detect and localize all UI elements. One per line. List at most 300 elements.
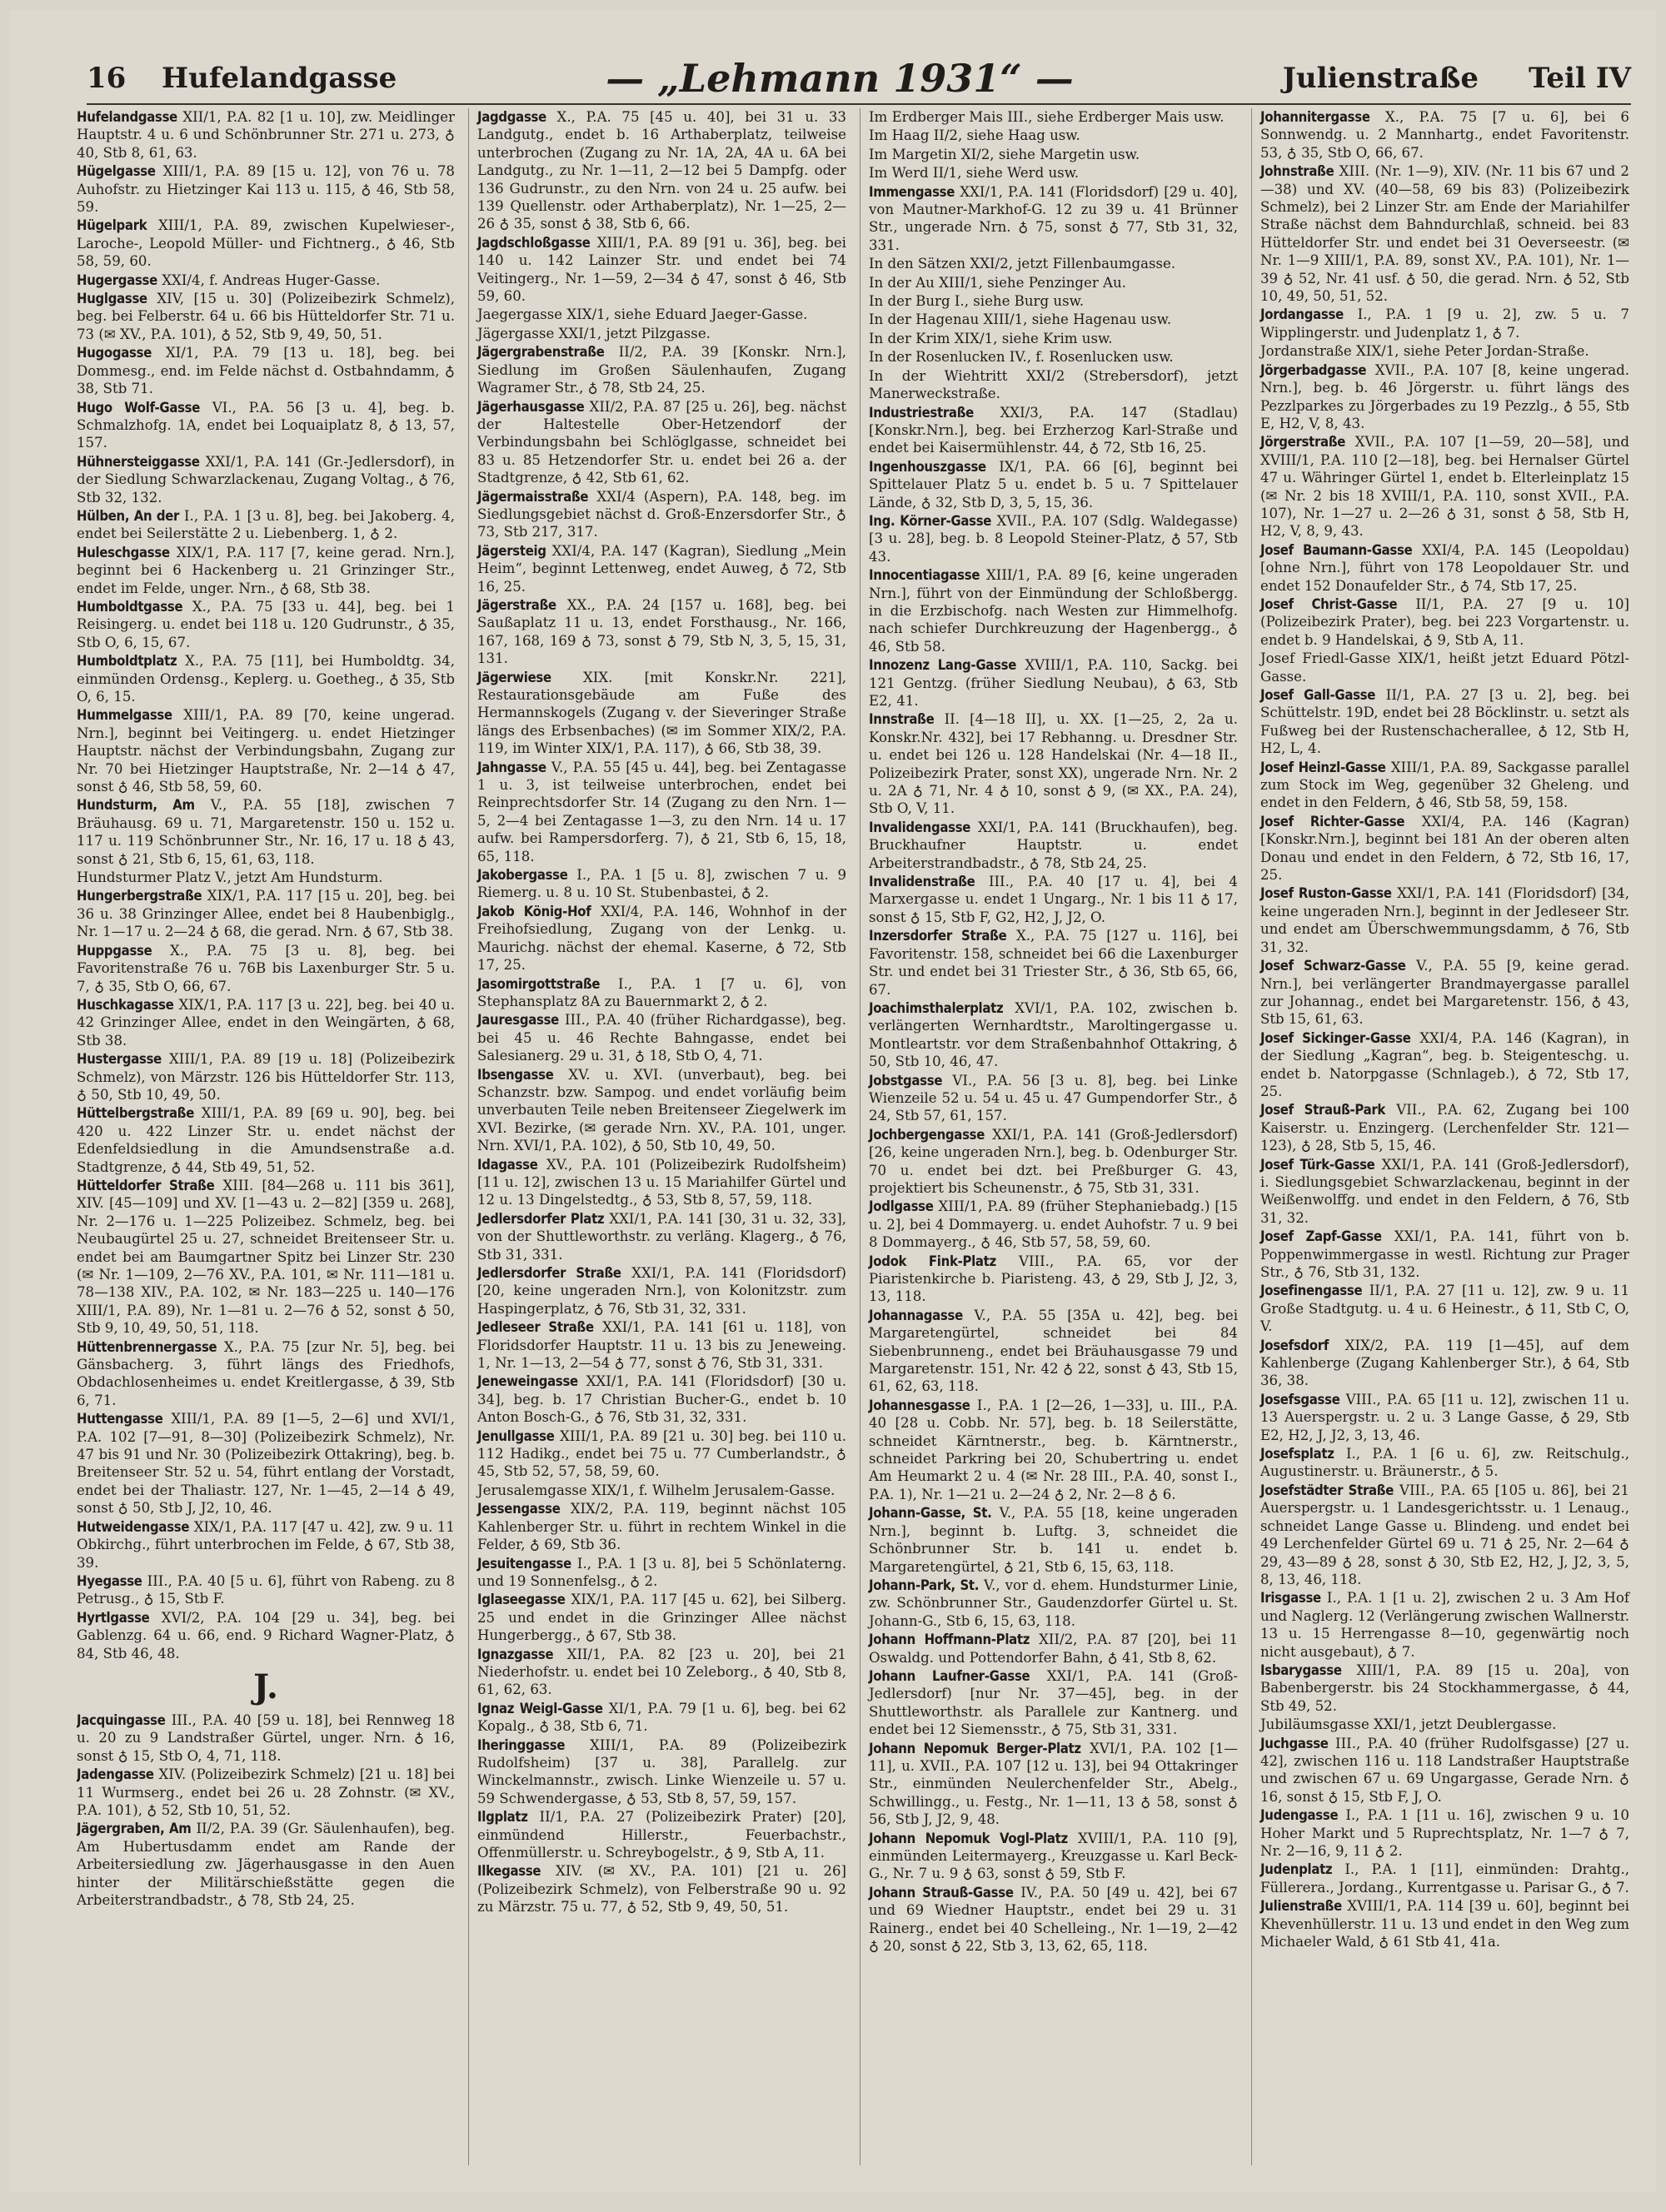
street-name: Invalidengasse: [869, 819, 971, 835]
street-entry: [77, 1104, 455, 1176]
street-details: XV. u. XVI. (unverbaut), beg. bei Schanzstr. bzw. Sampog. und endet vorläufig beim unverbauten Teile neben Breitenseer Ziegelwerk im XVI. Bezirke, (✉ gerade Nrn. XV., P.A. 101, unger. Nrn. XVI/1, P.A. 102), ♁ 50, Stb 10, 49, 50.: [477, 1066, 846, 1154]
street-details: X., P.A. 75 [11], bei Humboldtg. 34, einmünden Ordensg., Keplerg. u. Goetheg., ♁ 35, Stb O, 6, 15.: [77, 653, 455, 705]
street-name: Jedlersdorfer Platz: [477, 1210, 605, 1227]
street-name: Isbarygasse: [1260, 1661, 1342, 1678]
street-details: V., P.A. 55 [18, keine ungeraden Nrn.], beginnt b. Luftg. 3, schneidet die Schönbrunner Str. b. 141 u. endet b. Margaretengürtel, ♁ 21, Stb 6, 15, 63, 118.: [869, 1505, 1238, 1575]
street-name: Hütteldorfer Straße: [77, 1177, 215, 1193]
street-name: Jesuitengasse: [477, 1555, 571, 1572]
street-entry: [477, 1156, 846, 1209]
street-entry: [77, 544, 455, 597]
street-entry: [1260, 1391, 1629, 1444]
street-entry: [869, 512, 1238, 565]
street-entry: [1260, 759, 1629, 812]
street-details: XII/1, P.A. 82 [1 u. 10], zw. Meidlinger Hauptstr. 4 u. 6 und Schönbrunner Str. 271 u. 273, ♁ 40, Stb 8, 61, 63.: [77, 109, 455, 161]
street-details: VI., P.A. 56 [3 u. 8], beg. bei Linke Wienzeile 52 u. 54 u. 45 u. 47 Gumpendorfer Str., ♁ 24, Stb 57, 61, 157.: [869, 1072, 1238, 1124]
street-name: Jodok Fink-Platz: [869, 1253, 996, 1269]
street-entry: [77, 272, 455, 289]
street-name: Irisgasse: [1260, 1590, 1321, 1607]
street-name: Jagdgasse: [477, 109, 546, 125]
street-entry: [869, 1740, 1238, 1829]
street-name: Johann-Park, St.: [869, 1577, 980, 1593]
street-details: XXI/1, P.A. 141, führt von b. Poppenwimmergasse in westl. Richtung zur Prager Str., ♁ 76, Stb 31, 132.: [1260, 1228, 1629, 1280]
street-details: III., P.A. 40 (früher Rudolfsgasse) [27 u. 42], zwischen 116 u. 118 Landstraßer Hauptstraße und zwischen 67 u. 69 Ungargasse, Gerade Nrn. ♁ 16, sonst ♁ 15, Stb F, J, O.: [1260, 1735, 1629, 1805]
street-entry: [1260, 1806, 1629, 1860]
street-entry: [869, 146, 1238, 163]
header-title: — „Lehmann 1931“ —: [606, 56, 1074, 101]
street-entry: [77, 1177, 455, 1338]
street-name: Hühnersteiggasse: [77, 453, 200, 470]
street-name: Josef Ruston-Gasse: [1260, 885, 1392, 902]
street-details: XIII/1, P.A. 89 [15 u. 20a], von Babenbergerstr. bis 24 Stockhammergasse, ♁ 44, Stb 49, 52.: [1260, 1661, 1629, 1714]
street-entry: [869, 274, 1238, 291]
street-details: II/2, P.A. 39 (Gr. Säulenhaufen), beg. Am Hubertusdamm endet am Rande der Arbeitersiedlung zw. Jägerhausgasse in den Auen hinter der Militärschießstätte gegen die Arbeiterstrandbadstr., ♁ 78, Stb 24, 25.: [77, 1821, 455, 1908]
street-entry: [1260, 1101, 1629, 1154]
street-details: Jordanstraße XIX/1, siehe Peter Jordan-Straße.: [1260, 343, 1589, 360]
street-entry: [1260, 1029, 1629, 1101]
street-name: Jakob König-Hof: [477, 903, 591, 919]
street-entry: [77, 108, 455, 162]
street-details: Im Haag II/2, siehe Haag usw.: [869, 127, 1080, 144]
street-entry: [1260, 162, 1629, 305]
street-name: Jeneweingasse: [477, 1373, 578, 1390]
street-entry: [77, 344, 455, 397]
street-details: XIII/1, P.A. 89, zwischen Kupelwieser-, Laroche-, Leopold Müller- und Fichtnerg., ♁ 46, Stb 58, 59, 60.: [77, 217, 455, 270]
street-name: Jörgerstraße: [1260, 434, 1346, 451]
street-name: Huttengasse: [77, 1411, 163, 1427]
street-entry: [1260, 1228, 1629, 1281]
street-details: In der Rosenlucken IV., f. Rosenlucken usw.: [869, 349, 1174, 366]
street-entry: [1260, 957, 1629, 1029]
street-name: Jedlersdorfer Straße: [477, 1265, 621, 1281]
street-name: Johann Hoffmann-Platz: [869, 1632, 1030, 1648]
street-details: XXI/3, P.A. 147 (Stadlau) [Konskr.Nrn.], beg. bei Erzherzog Karl-Straße und endet bei Kaisermühlenstr. 44, ♁ 72, Stb 16, 25.: [869, 404, 1238, 456]
header-part: Teil IV: [1529, 62, 1631, 95]
street-name: Jahngasse: [477, 759, 546, 775]
street-entry: [869, 164, 1238, 182]
street-name: Humboldtplatz: [77, 653, 177, 670]
street-entry: [477, 1646, 846, 1699]
street-entry: [869, 1253, 1238, 1306]
street-name: Ignazgasse: [477, 1646, 554, 1662]
street-name: Iglaseegasse: [477, 1592, 566, 1608]
street-details: VIII., P.A. 65 [11 u. 12], zwischen 11 u. 13 Auerspergstr. u. 2 u. 3 Lange Gasse, ♁ 29, Stb E2, H2, J, J2, 3, 13, 46.: [1260, 1391, 1629, 1443]
street-name: Judenplatz: [1260, 1861, 1333, 1878]
street-details: V., P.A. 55 [45 u. 44], beg. bei Zentagasse 1 u. 3, ist teilweise unterbrochen, endet bei Reinprechtsdorfer Str. 14 (Zugang zu den Nrn. 1—5, 2—4 bei Zentagasse 1—3, zu den Nrn. 14 u. 17 aufw. bei Rampersdorferg. 7), ♁ 21, Stb 6, 15, 18, 65, 118.: [477, 759, 846, 864]
street-entry: [77, 996, 455, 1049]
street-details: VIII., P.A. 65 [105 u. 86], bei 21 Auerspergstr. u. 1 Landesgerichtsstr. u. 1 Lenaug., schneidet Lange Gasse u. Blindeng. und endet bei 49 Lerchenfelder Gürtel 69 u. 71 ♁ 25, Nr. 2—64 ♁ 29, 43—89 ♁ 28, sonst ♁ 30, Stb E2, H2, J, J2, 3, 5, 8, 13, 46, 118.: [1260, 1482, 1629, 1587]
street-details: XVIII/1, P.A. 110 [9], einmünden Leitermayerg., Kreuzgasse u. Karl Beck-G., Nr. 7 u. 9 ♁ 63, sonst ♁ 59, Stb F.: [869, 1830, 1238, 1882]
street-details: V., P.A. 55 [9, keine gerad. Nrn.], bei verlängerter Brandmayergasse parallel zur Johannag., endet bei Margaretenstr. 156, ♁ 43, Stb 15, 61, 63.: [1260, 958, 1629, 1028]
street-details: III., P.A. 40 [5 u. 6], führt von Rabeng. zu 8 Petrusg., ♁ 15, Stb F.: [77, 1572, 455, 1607]
street-name: Hufelandgasse: [77, 109, 178, 125]
street-entry: [869, 292, 1238, 310]
street-entry: [477, 1700, 846, 1736]
street-entry: [77, 1338, 455, 1410]
street-entry: [77, 1050, 455, 1104]
street-details: I., P.A. 1 [9 u. 2], zw. 5 u. 7 Wipplingerstr. und Judenplatz 1, ♁ 7.: [1260, 306, 1629, 341]
street-details: I., P.A. 1 [1 u. 2], zwischen 2 u. 3 Am Hof und Naglerg. 12 (Verlängerung zwischen Wallnerstr. 13 u. 15 Herrengasse 8—10, gegenwärtig noch nicht ausgebaut), ♁ 7.: [1260, 1590, 1629, 1660]
street-details: I., P.A. 1 [11 u. 16], zwischen 9 u. 10 Hoher Markt und 5 Ruprechtsplatz, Nr. 1—7 ♁ 7, Nr. 2—16, 9, 11 ♁ 2.: [1260, 1807, 1629, 1859]
street-entry: [477, 669, 846, 758]
street-entry: [477, 1555, 846, 1591]
street-details: Jubiläumsgasse XXI/1, jetzt Deublergasse.: [1260, 1716, 1557, 1733]
street-details: XXI/4, P.A. 146, Wohnhof in der Freihofsiedlung, Zugang von der Lenkg. u. Maurichg. nächst der ehemal. Kaserne, ♁ 72, Stb 17, 25.: [477, 903, 847, 974]
street-name: Johannesgasse: [869, 1397, 970, 1413]
street-details: XII/1, P.A. 82 [23 u. 20], bei 21 Niederhofstr. u. endet bei 10 Zeleborg., ♁ 40, Stb 8, 61, 62, 63.: [477, 1646, 846, 1698]
street-details: XV., P.A. 101 (Polizeibezirk Rudolfsheim) [11 u. 12], zwischen 13 u. 15 Mariahilfer Gürtel und 12 u. 13 Dingelstedtg., ♁ 53, Stb 8, 57, 59, 118.: [477, 1156, 846, 1208]
street-details: X., P.A. 75 [zur Nr. 5], beg. bei Gänsbacherg. 3, führt längs des Friedhofs, Obdachlosenheimes u. endet Kreitlergasse, ♁ 39, Stb 6, 71.: [77, 1338, 455, 1408]
street-name: Jägerstraße: [477, 596, 556, 613]
street-details: V., P.A. 55 [35A u. 42], beg. bei Margaretengürtel, schneidet bei 84 Siebenbrunneng., endet bei Bräuhausgasse 79 und Margaretenstr. 151, Nr. 42 ♁ 22, sonst ♁ 43, Stb 15, 61, 62, 63, 118.: [869, 1307, 1238, 1395]
text-columns: [77, 108, 1638, 2165]
street-entry: [1260, 1735, 1629, 1806]
street-entry: [869, 566, 1238, 655]
street-entry: [77, 1410, 455, 1517]
street-details: XXI/1, P.A. 141 (Floridsdorf) [29 u. 40], von Mautner-Markhof-G. 12 zu 39 u. 41 Brünner Str., ungerade Nrn. ♁ 75, sonst ♁ 77, Stb 31, 32, 331.: [869, 183, 1238, 253]
street-details: III., P.A. 40 [59 u. 18], bei Rennweg 18 u. 20 zu 9 Landstraßer Gürtel, unger. Nrn. ♁ 16, sonst ♁ 15, Stb O, 4, 71, 118.: [77, 1711, 455, 1764]
street-details: XIX/1, P.A. 117 [47 u. 42], zw. 9 u. 11 Obkirchg., führt unterbrochen im Felde, ♁ 67, Stb 38, 39.: [77, 1518, 455, 1571]
street-details: V., vor d. ehem. Hundsturmer Linie, zw. Schönbrunner Str., Gaudenzdorfer Gürtel u. St. Johann-G., Stb 6, 15, 63, 118.: [869, 1577, 1239, 1629]
header-first-entry: Hufelandgasse: [162, 62, 397, 95]
street-name: Jörgerbadgasse: [1260, 361, 1367, 378]
street-entry: [477, 975, 846, 1011]
street-details: XVIII/1, P.A. 110, Sackg. bei 121 Gentzg. (früher Siedlung Neubau), ♁ 63, Stb E2, 41.: [869, 657, 1239, 709]
street-entry: [1260, 541, 1629, 595]
street-name: Innstraße: [869, 711, 935, 728]
street-details: XIX. [mit Konskr.Nr. 221], Restaurationsgebäude am Fuße des Hermannskogels (Zugang v. der Sieveringer Straße längs des Erbsenbaches) (✉ im Sommer XIX/2, P.A. 119, im Winter XIX/1, P.A. 117), ♁ 66, Stb 38, 39.: [477, 669, 846, 757]
street-details: II. [4—18 II], u. XX. [1—25, 2, 2a u. Konskr.Nr. 432], bei 17 Rebhanng. u. Dresdner Str. u. endet bei 126 u. 128 Handelskai (Nr. 4—18 II., Polizeibezirk Prater, sonst XX), ungerade Nrn. Nr. 2 u. 2A ♁ 71, Nr. 4 ♁ 10, sonst ♁ 9, (✉ XX., P.A. 24), Stb O, V, 11.: [869, 711, 1238, 817]
street-entry: [77, 507, 455, 543]
street-details: IV., P.A. 50 [49 u. 42], bei 67 und 69 Wiedner Hauptstr., endet bei 29 u. 31 Rainerg., endet bei 40 Schelleing., Nr. 1—19, 2—42 ♁ 20, sonst ♁ 22, Stb 3, 13, 62, 65, 118.: [869, 1884, 1238, 1955]
street-details: XIV. (✉ XV., P.A. 101) [21 u. 26] (Polizeibezirk Schmelz), von Felberstraße 90 u. 92 zu Märzstr. 75 u. 77, ♁ 52, Stb 9, 49, 50, 51.: [477, 1863, 846, 1916]
street-details: I., P.A. 1 [3 u. 8], beg. bei Jakoberg. 4, endet bei Seilerstätte 2 u. Liebenberg. 1, ♁ 2.: [77, 507, 456, 542]
street-entry: [77, 453, 455, 506]
directory-page: [10, 10, 1656, 2192]
street-details: XVII., P.A. 107 (Sdlg. Waldegasse) [3 u. 28], beg. b. 8 Leopold Steiner-Platz, ♁ 57, Stb 43.: [869, 512, 1238, 565]
street-entry: [869, 1126, 1238, 1198]
street-name: Josef Schwarz-Gasse: [1260, 958, 1406, 974]
street-details: XIII/1, P.A. 89 [6, keine ungeraden Nrn.], führt von der Einmündung der Schloßbergg. in die Erzbischofg. nach Westen zur Himmelhofg. nach schiefer Durchkreuzung der Hagenbergg., ♁ 46, Stb 58.: [869, 567, 1238, 655]
street-details: XVI/1, P.A. 102, zwischen b. verlängerten Wernhardtstr., Maroltingergasse u. Montleartstr. vor dem Straßenbahnhof Ottakring, ♁ 50, Stb 10, 46, 47.: [869, 999, 1238, 1070]
street-entry: [77, 598, 455, 651]
street-entry: [869, 819, 1238, 872]
street-entry: [869, 656, 1238, 710]
street-details: Im Werd II/1, siehe Werd usw.: [869, 165, 1080, 182]
street-entry: [477, 108, 846, 233]
street-entry: [477, 759, 846, 865]
street-entry: [1260, 1482, 1629, 1588]
street-name: Jauresgasse: [477, 1012, 559, 1029]
street-details: XVI/1, P.A. 102 [1—11], u. XVII., P.A. 107 [12 u. 13], bei 94 Ottakringer Str., einmünden Neulerchenfelder Str., Abelg., Schwillingg., u. Festg., Nr. 1—11, 13 ♁ 58, sonst ♁ 56, Stb J, J2, 9, 48.: [869, 1740, 1238, 1828]
street-name: Johann Laufner-Gasse: [869, 1667, 1030, 1684]
street-details: Jaegergasse XIX/1, siehe Eduard Jaeger-Gasse.: [477, 306, 808, 323]
street-entry: [869, 873, 1238, 926]
street-details: II/1, P.A. 27 [3 u. 2], beg. bei Schüttelstr. 19D, endet bei 28 Böcklinstr. u. setzt als Fußweg bei der Rustenschacherallee, ♁ 12, Stb H, H2, L, 4.: [1260, 687, 1629, 757]
street-entry: [869, 330, 1238, 347]
street-entry: [477, 1066, 846, 1155]
section-letter: J.: [253, 1666, 278, 1706]
street-name: Inzersdorfer Straße: [869, 928, 1007, 944]
street-name: Hundsturm, Am: [77, 797, 195, 814]
street-entry: [1260, 1661, 1629, 1715]
street-details: XIII. (Nr. 1—9), XIV. (Nr. 11 bis 67 und 2—38) und XV. (40—58, 69 bis 83) (Polizeibezirk Schmelz), bei 2 Linzer Str. am Ende der Mariahilfer Straße nächst dem Bahndurchlaß, schneid. bei 83 Hütteldorfer Str. und endet bei 31 Oeverseestr. (✉ Nr. 1—9 XIII/1, P.A. 89, sonst XV., P.A. 101), Nr. 1—39 ♁ 52, Nr. 41 usf. ♁ 50, die gerad. Nrn. ♁ 52, Stb 10, 49, 50, 51, 52.: [1260, 163, 1629, 305]
street-details: XIX/1, P.A. 117 [15 u. 20], beg. bei 36 u. 38 Grinzinger Allee, endet bei 8 Haubenbiglg., Nr. 1—17 u. 2—24 ♁ 68, die gerad. Nrn. ♁ 67, Stb 38.: [77, 888, 455, 940]
street-entry: [477, 542, 846, 595]
street-entry: [1260, 1589, 1629, 1661]
street-details: I., P.A. 1 [2—26, 1—33], u. III., P.A. 40 [28 u. Cobb. Nr. 57], beg. b. 18 Seilerstätte, schneidet Kärntnerstr., beg. b. Kärntnerstr., schneidet Parkring bei 20, Schubertring u. endet Am Heumarkt 2 u. 4 (✉ Nr. 28 III., P.A. 40, sonst I., P.A. 1), Nr. 1—21 u. 2—24 ♁ 2, Nr. 2—8 ♁ 6.: [869, 1397, 1238, 1502]
street-entry: [1260, 1897, 1629, 1950]
street-entry: [477, 1210, 846, 1263]
street-entry: [77, 1572, 455, 1608]
street-details: XIV, [15 u. 30] (Polizeibezirk Schmelz), beg. bei Felberstr. 64 u. 66 bis Hütteldorfer Str. 71 u. 73 (✉ XV., P.A. 101), ♁ 52, Stb 9, 49, 50, 51.: [77, 291, 455, 342]
street-entry: [477, 488, 846, 541]
street-name: Jagdschloßgasse: [477, 234, 591, 251]
header-last-entry: Julienstraße: [1282, 62, 1479, 95]
street-name: Johannitergasse: [1260, 109, 1370, 125]
street-name: Johann Nepomuk Vogl-Platz: [869, 1830, 1068, 1846]
street-entry: [1260, 1716, 1629, 1733]
street-entry: [869, 348, 1238, 366]
street-name: Ingenhouszgasse: [869, 458, 986, 475]
street-entry: [477, 1373, 846, 1426]
street-name: Johann Nepomuk Berger-Platz: [869, 1740, 1081, 1756]
street-details: XXI/1, P.A. 141 [61 u. 118], von Floridsdorfer Hauptstr. 11 u. 13 bis zu Jeneweing. 1, Nr. 1—13, 2—54 ♁ 77, sonst ♁ 76, Stb 31, 331.: [477, 1319, 846, 1372]
street-details: XIII/1, P.A. 89 (Polizeibezirk Rudolfsheim) [37 u. 38], Parallelg. zur Winckelmannstr., zwisch. Linke Wienzeile u. 57 u. 59 Schwendergasse, ♁ 53, Stb 8, 57, 59, 157.: [477, 1736, 846, 1806]
street-details: XXI/1, P.A. 141 (Floridsdorf) [34, keine ungeraden Nrn.], beginnt in der Jedleseer Str. und endet am Überschwemmungsdamm, ♁ 76, Stb 31, 32.: [1260, 885, 1629, 955]
street-entry: [77, 1609, 455, 1662]
street-name: Hutweidengasse: [77, 1518, 190, 1535]
street-entry: [869, 404, 1238, 457]
street-entry: [1260, 108, 1629, 162]
street-details: X., P.A. 75 [127 u. 116], bei Favoritenstr. 158, schneidet bei 66 die Laxenburger Str. und endet bei 31 Triester Str., ♁ 36, Stb 65, 66, 67.: [869, 928, 1238, 998]
street-details: Jerusalemgasse XIX/1, f. Wilhelm Jerusalem-Gasse.: [477, 1482, 835, 1498]
street-entry: [1260, 361, 1629, 433]
street-entry: [477, 1862, 846, 1916]
street-entry: [1260, 1156, 1629, 1228]
street-details: X., P.A. 75 [45 u. 40], bei 31 u. 33 Landgutg., endet b. 16 Arthaberplatz, teilweise unterbrochen (Zugang zu Nr. 1A, 2A, 4A u. 6A bei Landgutg., zu Nr. 1—11, 2—12 bei 5 Dampfg. oder 136 Gudrunstr., zu den Nrn. von 24 u. 25 aufw. bei 139 Quellenstr. oder Arthaberplatz), Nr. 1—25, 2—26 ♁ 35, sonst ♁ 38, Stb 6, 66.: [477, 109, 846, 232]
street-details: XIX/2, P.A. 119 [1—45], auf dem Kahlenberge (Zugang Kahlenberger Str.), ♁ 64, Stb 36, 38.: [1260, 1337, 1629, 1389]
street-name: Jasomirgottstraße: [477, 975, 601, 992]
street-name: Jochbergengasse: [869, 1126, 985, 1143]
street-name: Hüttelbergstraße: [77, 1105, 195, 1122]
street-entry: [77, 1766, 455, 1819]
street-name: Johnstraße: [1260, 163, 1334, 180]
street-name: Joachimsthalerplatz: [869, 999, 1004, 1016]
street-entry: [1260, 884, 1629, 956]
street-details: XII/2, P.A. 87 [20], bei 11 Oswaldg. und Pottendorfer Bahn, ♁ 41, Stb 8, 62.: [869, 1632, 1238, 1666]
street-name: Idagasse: [477, 1156, 538, 1173]
street-name: Hügelpark: [77, 217, 147, 234]
street-name: Jordangasse: [1260, 306, 1344, 323]
street-entry: [477, 1264, 846, 1318]
street-details: XIII/1, P.A. 89 [69 u. 90], beg. bei 420 u. 422 Linzer Str. u. endet nächst der Edenfeldsiedlung in die Amundsenstraße a.d. Stadtgrenze, ♁ 44, Stb 49, 51, 52.: [77, 1105, 455, 1175]
street-details: X., P.A. 75 [3 u. 8], beg. bei Favoritenstraße 76 u. 76B bis Laxenburger Str. 5 u. 7, ♁ 35, Stb O, 66, 67.: [77, 942, 455, 994]
street-details: XXI/1, P.A. 141 (Groß-Jedlersdorf) [26, keine ungeraden Nrn.], beg. b. Odenburger Str. 70 u. endet bei dzt. bei Preßburger G. 43, projektiert bis Scheunenstr., ♁ 75, Stb 31, 331.: [869, 1126, 1238, 1196]
street-details: XXI/4 (Aspern), P.A. 148, beg. im Siedlungsgebiet nächst d. Groß-Enzersdorfer Str., ♁ 73, Stb 217, 317.: [477, 488, 846, 541]
street-entry: [869, 1667, 1238, 1739]
street-name: Jobstgasse: [869, 1072, 943, 1089]
street-name: Jessengasse: [477, 1501, 561, 1517]
street-entry: [869, 1830, 1238, 1883]
street-name: Jadengasse: [77, 1766, 154, 1783]
street-details: I., P.A. 1 [6 u. 6], zw. Reitschulg., Augustinerstr. u. Bräunerstr., ♁ 5.: [1260, 1446, 1629, 1480]
street-details: I., P.A. 1 [5 u. 8], zwischen 7 u. 9 Riemerg. u. 8 u. 10 St. Stubenbastei, ♁ 2.: [477, 867, 846, 901]
street-name: Jakobergasse: [477, 867, 568, 884]
street-details: I., P.A. 1 [3 u. 8], bei 5 Schönlaterng. und 19 Sonnenfelsg., ♁ 2.: [477, 1555, 846, 1589]
street-details: In der Wiehtritt XXI/2 (Strebersdorf), jetzt Manerweckstraße.: [869, 367, 1238, 402]
street-details: X., P.A. 75 [33 u. 44], beg. bei 1 Reisingerg. u. endet bei 118 u. 120 Gudrunstr., ♁ 35, Stb O, 6, 15, 67.: [77, 598, 455, 650]
street-entry: [477, 1500, 846, 1553]
street-details: III., P.A. 40 [17 u. 4], bei 4 Marxergasse u. endet 1 Ungarg., Nr. 1 bis 11 ♁ 17, sonst ♁ 15, Stb F, G2, H2, J, J2, O.: [869, 874, 1238, 925]
street-details: In den Sätzen XXI/2, jetzt Fillenbaumgasse.: [869, 256, 1176, 272]
street-name: Ilgplatz: [477, 1809, 528, 1826]
street-details: XIV. (Polizeibezirk Schmelz) [21 u. 18] bei 11 Wurmserg., endet bei 26 u. 28 Zohnstr. (✉ XV., P.A. 101), ♁ 52, Stb 10, 51, 52.: [77, 1766, 455, 1818]
street-name: Jedleseer Straße: [477, 1319, 594, 1336]
street-entry: [477, 306, 846, 323]
street-name: Jägermaisstraße: [477, 488, 589, 505]
street-name: Jacquingasse: [77, 1711, 166, 1728]
street-name: Jenullgasse: [477, 1427, 555, 1444]
street-entry: [1260, 1445, 1629, 1481]
street-details: XIII/1, P.A. 89 (früher Stephaniebadg.) [15 u. 2], bei 4 Dommayerg. u. endet Auhofstr. 7 u. 9 bei 8 Dommayerg., ♁ 46, Stb 57, 58, 59, 60.: [869, 1198, 1238, 1251]
street-name: Josefstädter Straße: [1260, 1482, 1394, 1498]
street-entry: [477, 398, 846, 487]
street-name: Hungerbergstraße: [77, 888, 202, 904]
street-name: Johannagasse: [869, 1307, 963, 1323]
street-name: Josef Sickinger-Gasse: [1260, 1029, 1411, 1046]
street-entry: [869, 108, 1238, 126]
street-entry: [869, 183, 1238, 255]
street-entry: [77, 706, 455, 795]
street-details: XXI/4, P.A. 146 (Kagran) [Konskr.Nrn.], beginnt bei 181 An der oberen alten Donau und endet in den Feldern, ♁ 72, Stb 16, 17, 25.: [1260, 813, 1630, 884]
street-details: XIII/1, P.A. 89 [15 u. 12], von 76 u. 78 Auhofstr. zu Hietzinger Kai 113 u. 115, ♁ 46, Stb 58, 59.: [77, 163, 455, 216]
street-details: Im Margetin XI/2, siehe Margetin usw.: [869, 146, 1140, 162]
street-entry: [869, 127, 1238, 144]
street-entry: [869, 1397, 1238, 1503]
street-name: Josef Christ-Gasse: [1260, 595, 1398, 612]
street-entry: [77, 869, 455, 886]
street-details: XXI/4, f. Andreas Huger-Gasse.: [157, 272, 381, 288]
street-entry: [869, 255, 1238, 272]
street-details: In der Hagenau XIII/1, siehe Hagenau usw.: [869, 311, 1172, 328]
street-details: I., P.A. 1 [7 u. 6], von Stephansplatz 8A zu Bauernmarkt 2, ♁ 2.: [477, 975, 846, 1009]
street-entry: [77, 1820, 455, 1909]
street-name: Huschkagasse: [77, 996, 174, 1013]
street-details: Im Erdberger Mais III., siehe Erdberger Mais usw.: [869, 109, 1225, 125]
street-entry: [1260, 813, 1629, 884]
street-entry: [77, 217, 455, 270]
street-name: Ilkegasse: [477, 1863, 541, 1880]
street-entry: [869, 1577, 1238, 1630]
street-details: XXI/4, P.A. 146 (Kagran), in der Siedlung „Kagran“, beg. b. Steigenteschg. u. endet b. Natorpgasse (Schnlageb.), ♁ 72, Stb 17, 25.: [1260, 1029, 1629, 1099]
street-name: Josef Türk-Gasse: [1260, 1156, 1375, 1173]
street-name: Ing. Körner-Gasse: [869, 512, 992, 529]
street-details: XIX/1, P.A. 117 [3 u. 22], beg. bei 40 u. 42 Grinzinger Allee, endet in den Weingärten, ♁ 68, Stb 38.: [77, 996, 455, 1049]
street-name: Hugo Wolf-Gasse: [77, 399, 201, 416]
column-4: [1251, 108, 1638, 2165]
street-entry: [869, 458, 1238, 511]
street-details: II/1, P.A. 27 [9 u. 10] (Polizeibezirk Prater), beg. bei 223 Vorgartenstr. u. endet b. 9 Handelskai, ♁ 9, Stb A, 11.: [1260, 595, 1629, 648]
street-details: XXI/1, P.A. 141 (Gr.-Jedlersdorf), in der Siedlung Schwarzlackenau, Zugang Voltag., ♁ 76, Stb 32, 132.: [77, 453, 455, 506]
street-name: Jodlgasse: [869, 1198, 934, 1215]
street-details: XXI/1, P.A. 141 [30, 31 u. 32, 33], von der Shuttleworthstr. zu verläng. Klagerg., ♁ 76, Stb 31, 331.: [477, 1210, 846, 1263]
street-name: Hugogasse: [77, 345, 152, 361]
street-entry: [77, 1518, 455, 1572]
street-name: Industriestraße: [869, 404, 974, 421]
street-name: Josef Gall-Gasse: [1260, 687, 1376, 703]
street-entry: [477, 903, 846, 974]
street-details: XIII. [84—268 u. 111 bis 361], XIV. [45—109] und XV. [1—43 u. 2—82] [359 u. 268], Nr. 2—176 u. 1—225 Polizeibez. Schmelz, beg. bei Neubaugürtel 25 u. 27, schneidet Breitenseer Str. u. endet bei am Baumgartner Spitz bei Linzer Str. 230 (✉ Nr. 1—109, 2—76 XV., P.A. 101, ✉ Nr. 111—181 u. 78—138 XIV., P.A. 102, ✉ Nr. 183—225 u. 140—176 XIII/1, P.A. 89), Nr. 1—81 u. 2—76 ♁ 52, sonst ♁ 50, Stb 9, 10, 49, 50, 51, 118.: [77, 1177, 455, 1337]
page-number: 16: [87, 62, 127, 95]
column-3: [860, 108, 1246, 2165]
street-entry: [1260, 433, 1629, 540]
street-name: Jägergrabenstraße: [477, 344, 605, 361]
street-entry: [477, 866, 846, 902]
street-name: Juchgasse: [1260, 1735, 1329, 1751]
street-details: XIII/1, P.A. 89 [19 u. 18] (Polizeibezirk Schmelz), von Märzstr. 126 bis Hütteldorfer Str. 113, ♁ 50, Stb 10, 49, 50.: [77, 1051, 455, 1103]
street-entry: [869, 927, 1238, 999]
street-entry: [869, 1307, 1238, 1396]
street-details: VIII., P.A. 65, vor der Piaristenkirche b. Piaristeng. 43, ♁ 29, Stb J, J2, 3, 13, 118.: [869, 1253, 1239, 1305]
street-entry: [869, 1631, 1238, 1666]
street-name: Hügelgasse: [77, 163, 156, 180]
street-details: XIII/1, P.A. 89 [91 u. 36], beg. bei 140 u. 142 Lainzer Str. und endet bei 74 Veitingerg., Nr. 1—59, 2—34 ♁ 47, sonst ♁ 46, Stb 59, 60.: [477, 234, 846, 305]
street-entry: [77, 796, 455, 868]
street-name: Hüttenbrennergasse: [77, 1338, 217, 1355]
street-details: XXI/4, P.A. 147 (Kagran), Siedlung „Mein Heim“, beginnt Lettenweg, endet Auweg, ♁ 72, Stb 16, 25.: [477, 542, 846, 595]
street-name: Josef Zapf-Gasse: [1260, 1228, 1382, 1245]
street-entry: [477, 596, 846, 668]
street-name: Josefsdorf: [1260, 1337, 1329, 1353]
street-entry: [869, 1884, 1238, 1955]
street-entry: [1260, 1337, 1629, 1390]
street-details: XXI/1, P.A. 141 (Bruckhaufen), beg. Bruckhaufner Hauptstr. u. endet Arbeiterstrandbadstr., ♁ 78, Stb 24, 25.: [869, 819, 1238, 871]
street-entry: [477, 325, 846, 342]
street-entry: [869, 999, 1238, 1071]
column-1: [77, 108, 463, 2165]
street-details: XIII/1, P.A. 89 [1—5, 2—6] und XVI/1, P.A. 102 [7—91, 8—30] (Polizeibezirk Schmelz), Nr. 47 bis 91 und Nr. 30 (Polizeibezirk Ottakring), beg. b. Breitenseer Str. 52 u. 54, führt entlang der Vorstadt, endet bei der Thaliastr. 127, Nr. 1—45, 2—14 ♁ 49, sonst ♁ 50, Stb J, J2, 10, 46.: [77, 1411, 455, 1517]
street-details: Josef Friedl-Gasse XIX/1, heißt jetzt Eduard Pötzl-Gasse.: [1260, 650, 1629, 685]
street-entry: [1260, 342, 1629, 360]
street-details: XIX/1, P.A. 117 [7, keine gerad. Nrn.], beginnt bei 6 Hackenberg u. 21 Grinzinger Str., endet im Felde, unger. Nrn., ♁ 68, Stb 38.: [77, 544, 455, 596]
street-details: XXI/1, P.A. 141 (Groß-Jedlersdorf) [nur Nr. 37—45], beg. in der Shuttleworthstr. als Parallele zur Kantnerg. und endet bei 12 Siemensstr., ♁ 75, Stb 31, 331.: [869, 1667, 1239, 1738]
street-details: XX., P.A. 24 [157 u. 168], beg. bei Saußaplatz 11 u. 13, endet Forsthausg., Nr. 166, 167, 168, 169 ♁ 73, sonst ♁ 79, Stb N, 3, 5, 15, 31, 131.: [477, 596, 846, 667]
street-details: In der Krim XIX/1, siehe Krim usw.: [869, 330, 1113, 346]
street-details: XXI/4, P.A. 145 (Leopoldau) [ohne Nrn.], führt von 178 Leopoldauer Str. und endet 152 Donaufelder Str., ♁ 74, Stb 17, 25.: [1260, 541, 1629, 594]
street-entry: [477, 1011, 846, 1064]
street-entry: [77, 1711, 455, 1765]
street-name: Josef Heinzl-Gasse: [1260, 759, 1386, 775]
street-name: Hustergasse: [77, 1051, 162, 1068]
street-details: V., P.A. 55 [18], zwischen 7 Bräuhausg. 69 u. 71, Margaretenstr. 150 u. 152 u. 117 u. 119 Schönbrunner Str., Nr. 16, 17 u. 18 ♁ 43, sonst ♁ 21, Stb 6, 15, 61, 63, 118.: [77, 797, 455, 867]
street-details: In der Burg I., siehe Burg usw.: [869, 293, 1085, 310]
street-name: Immengasse: [869, 183, 955, 200]
page-header: [87, 53, 1631, 105]
street-name: Josef Strauß-Park: [1260, 1102, 1386, 1118]
street-details: XVI/2, P.A. 104 [29 u. 34], beg. bei Gablenzg. 64 u. 66, end. 9 Richard Wagner-Platz, ♁ 84, Stb 46, 48.: [77, 1609, 455, 1661]
street-entry: [1260, 650, 1629, 685]
street-name: Johann-Gasse, St.: [869, 1505, 992, 1522]
street-details: III., P.A. 40 (früher Richardgasse), beg. bei 45 u. 46 Rechte Bahngasse, endet bei Salesianerg. 29 u. 31, ♁ 18, Stb O, 4, 71.: [477, 1012, 846, 1064]
street-details: I., P.A. 1 [11], einmünden: Drahtg., Füllerera., Jordang., Kurrentgasse u. Parisar G., ♁ 7.: [1260, 1861, 1629, 1896]
street-name: Jägerhausgasse: [477, 398, 585, 415]
street-name: Josefinengasse: [1260, 1283, 1363, 1299]
street-entry: [869, 1198, 1238, 1251]
street-entry: [1260, 595, 1629, 649]
street-entry: [1260, 306, 1629, 341]
street-name: Huleschgasse: [77, 544, 170, 560]
street-details: XI/1, P.A. 79 [13 u. 18], beg. bei Dommesg., end. im Felde nächst d. Ostbahndamm, ♁ 38, Stb 71.: [77, 345, 455, 397]
